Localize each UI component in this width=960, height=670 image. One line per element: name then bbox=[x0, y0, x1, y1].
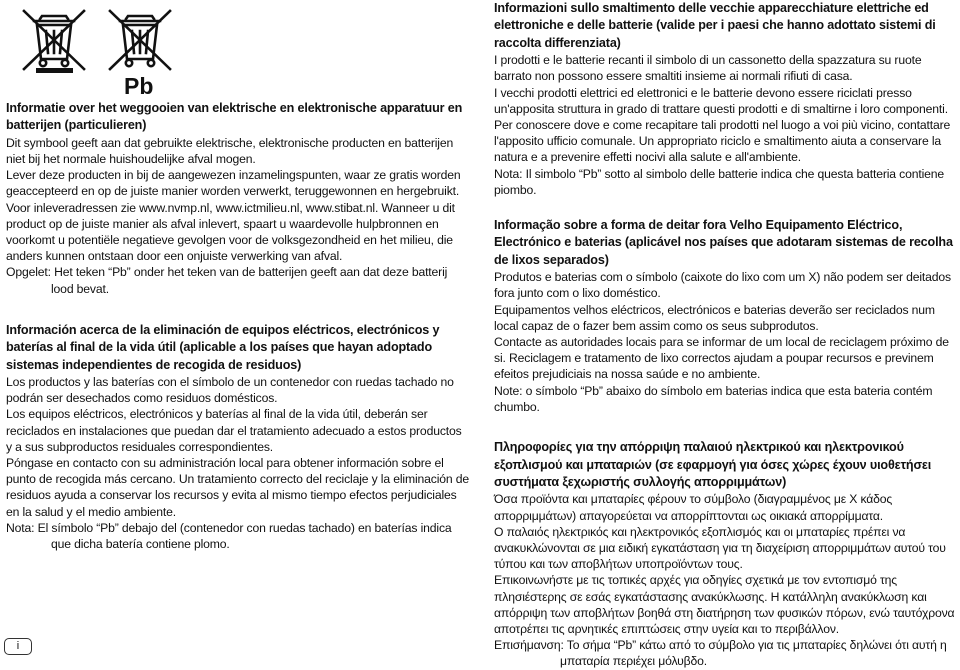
note: Nota: El símbolo “Pb” debajo del (contenedor con ruedas tachado) en baterías indica que dicha batería contiene plomo. bbox=[6, 520, 452, 552]
section-heading: Πληροφορίες για την απόρριψη παλαιού ηλεκτρικού και ηλεκτρονικού εξοπλισμού και μπαταριών (σε εφαρμογή για όσες χώρες έχουν υιοθετήσει συστήματα ξεχωριστής συλλογής απορριμμάτων) bbox=[494, 440, 932, 489]
paragraph: Lever deze producten in bij de aangewezen inzamelingspunten, waar ze gratis worden geaccepteerd en op de juiste manier worden verwerkt, teruggewonnen en hergebruikt. bbox=[6, 168, 461, 199]
section-heading: Informazioni sullo smaltimento delle vecchie apparecchiature elettriche ed elettroniche e delle batterie (valide per i paesi che hanno adottato sistemi di raccolta differenziata) bbox=[494, 1, 936, 50]
section-spanish bbox=[6, 322, 470, 552]
section-heading: Informatie over het weggooien van elektrische en elektronische apparatuur en batterijen (particulieren) bbox=[6, 101, 463, 133]
section-heading: Información acerca de la eliminación de equipos eléctricos, electrónicos y baterías al final de la vida útil (aplicable a los países que hayan adoptado sistemas independientes de recogida de residuos) bbox=[6, 322, 440, 372]
note: Note: o símbolo “Pb” abaixo do símbolo em baterias indica que esta bateria contém chumbo. bbox=[494, 383, 933, 414]
section-dutch bbox=[6, 100, 470, 297]
note: Επισήμανση: Το σήμα “Pb” κάτω από το σύμβολο για τις μπαταρίες δηλώνει ότι αυτή η μπαταρία περιέχει μόλυβδο. bbox=[494, 638, 947, 669]
paragraph: I prodotti e le batterie recanti il simbolo di un cassonetto della spazzatura su ruote barrato non possono essere smaltiti insieme ai normali rifiuti di casa. bbox=[494, 53, 922, 84]
section-heading: Informação sobre a forma de deitar fora Velho Equipamento Eléctrico, Electrónico e baterias (aplicável nos países que adotaram sistemas de recolha de lixos separados) bbox=[494, 218, 953, 267]
paragraph: Ο παλαιός ηλεκτρικός και ηλεκτρονικός εξοπλισμός και οι μπαταρίες πρέπει να ανακυκλώνονται σε μια ειδική εγκατάσταση για τη διαχείριση απορριμμάτων αυτού του τύπου και των αποβλήτων υποπροϊόντων τους. bbox=[494, 524, 946, 572]
paragraph: Los equipos eléctricos, electrónicos y baterías al final de la vida útil, deberán ser reciclados en instalaciones que puedan dar el tratamiento adecuado a estos productos y a sus subproductos residuales correspondientes. bbox=[6, 407, 462, 454]
paragraph: Επικοινωνήστε με τις τοπικές αρχές για οδηγίες σχετικά με τον εντοπισμό της πλησιέστερης σε εσάς εγκατάστασης ανακύκλωσης. Η κατάλληλη ανακύκλωση και απόρριψη των αποβλήτων βοηθά στη διατήρηση των φυσικών πόρων, ενώ ταυτόχρονα αποτρέπει τις αρνητικές επιπτώσεις στην υγεία και το περιβάλλον. bbox=[494, 573, 955, 636]
right-column bbox=[494, 0, 956, 670]
crossed-out-battery-bin-icon bbox=[106, 7, 174, 73]
section-greek bbox=[494, 439, 956, 669]
paragraph: Contacte as autoridades locais para se informar de um local de reciclagem próximo de si. Reciclagem e tratamento de lixo correctos ajudam a poupar recursos e previnem efeitos prejudiciais na nossa saúde e no ambiente. bbox=[494, 335, 949, 382]
paragraph: Póngase en contacto con su administración local para obtener información sobre el punto de recogida más cercano. Un tratamiento correcto del reciclaje y la eliminación de residuos ayuda a conservar los recursos y evita al mismo tiempo efectos perjudiciales en la salud y el medio ambiente. bbox=[6, 456, 470, 519]
paragraph: I vecchi prodotti elettrici ed elettronici e le batterie devono essere riciclati presso un'apposita struttura in grado di trattare questi prodotti e di smaltirne i loro componenti. bbox=[494, 85, 948, 116]
section-italian bbox=[494, 0, 956, 198]
note: Opgelet: Het teken “Pb” onder het teken van de batterijen geeft aan dat deze batterij lood bevat. bbox=[6, 265, 448, 296]
note: Nota: Il simbolo “Pb” sotto al simbolo delle batterie indica che questa batteria contiene piombo. bbox=[494, 166, 945, 197]
disposal-symbols bbox=[6, 0, 470, 100]
paragraph: Los productos y las baterías con el símbolo de un contenedor con ruedas tachado no podrán ser desechados como residuos domésticos. bbox=[6, 375, 454, 406]
lead-symbol-label: Pb bbox=[124, 73, 154, 99]
section-portuguese bbox=[494, 217, 956, 415]
paragraph: Voor inleveradressen zie www.nvmp.nl, www.ictmilieu.nl, www.stibat.nl. Wanneer u dit product op de juiste manier als afval inlevert, spaart u waardevolle hulpbronnen en voorkomt u potentiële negatieve gevolgen voor de volksgezondheid en het milieu, die anders kunnen ontstaan door een onjuiste verwerking van afval. bbox=[6, 200, 455, 264]
paragraph: Produtos e baterias com o símbolo (caixote do lixo com um X) não podem ser deitados fora junto com o lixo doméstico. bbox=[494, 270, 952, 301]
crossed-out-bin-icon bbox=[20, 7, 88, 73]
info-badge: i bbox=[4, 638, 32, 655]
left-column bbox=[6, 0, 470, 552]
paragraph: Equipamentos velhos eléctricos, electrónicos e baterias deverão ser reciclados num local capaz de o fazer bem assim como os seus subprodutos. bbox=[494, 302, 935, 333]
paragraph: Dit symbool geeft aan dat gebruikte elektrische, elektronische producten en batterijen niet bij het normale huishoudelijke afval mogen. bbox=[6, 135, 454, 167]
paragraph: Per conoscere dove e come recapitare tali prodotti nel luogo a voi più vicino, contattare l'apposito ufficio comunale. Un appropriato riciclo e smaltimento aiuta a conservare la natura e a prevenire effetti nocivi alla salute e all'ambiente. bbox=[494, 118, 951, 165]
paragraph: Όσα προϊόντα και μπαταρίες φέρουν το σύμβολο (διαγραμμένος με Χ κάδος απορριμμάτων) απαγορεύεται να απορρίπτονται ως οικιακά απορρίμματα. bbox=[494, 492, 893, 523]
